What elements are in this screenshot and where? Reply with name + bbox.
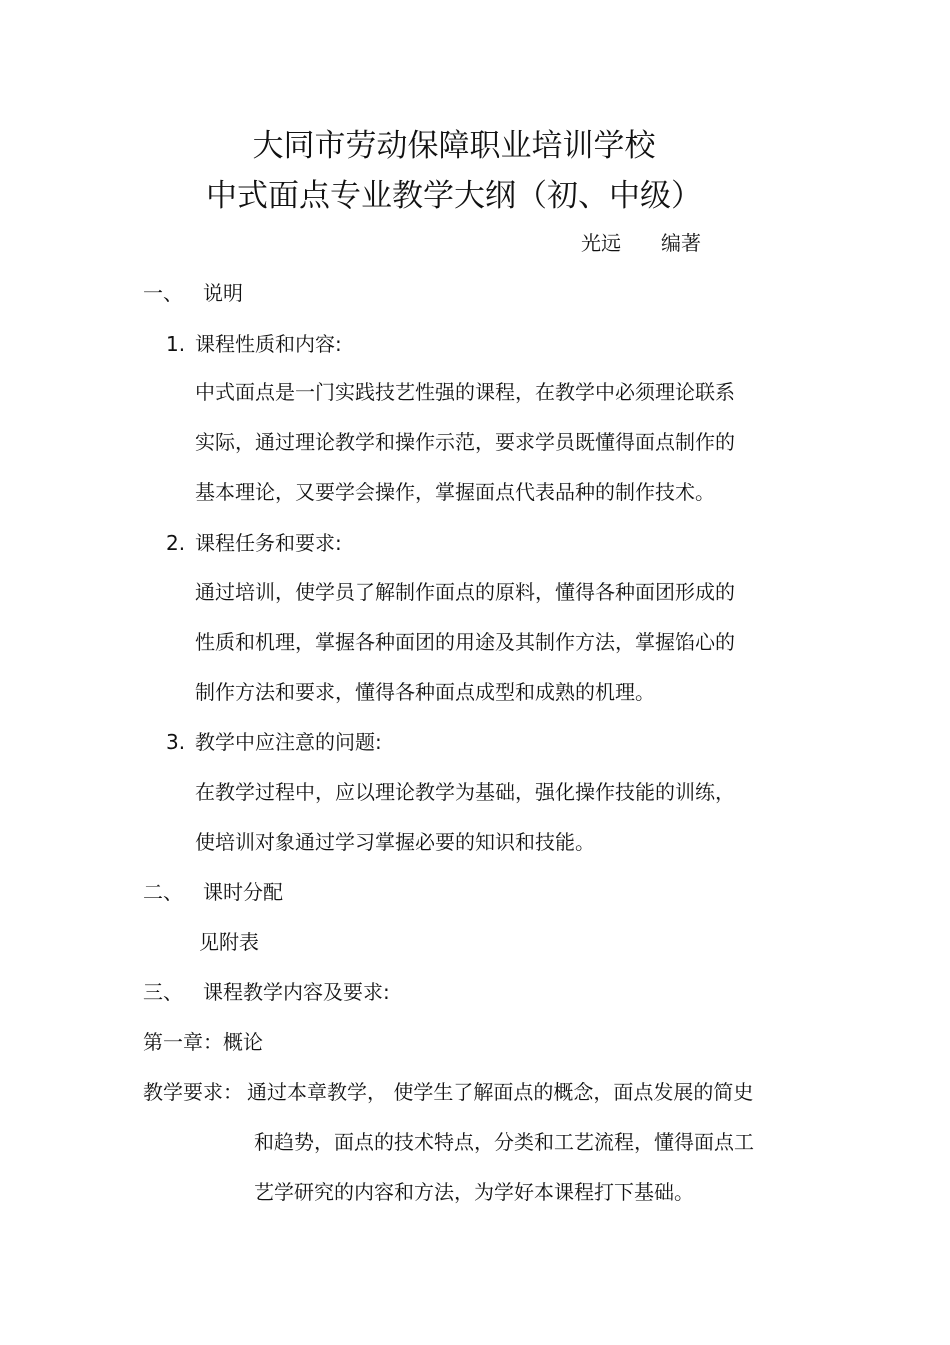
item1-line2: 实际，通过理论教学和操作示范，要求学员既懂得面点制作的 bbox=[195, 430, 735, 454]
item3-title: 教学中应注意的问题: bbox=[195, 730, 382, 754]
item2-number: 2. bbox=[166, 531, 186, 555]
section3-number: 三、 bbox=[143, 980, 183, 1004]
item3-line2: 使培训对象通过学习掌握必要的知识和技能。 bbox=[195, 830, 595, 854]
section1-heading: 说明 bbox=[203, 281, 243, 305]
item2-line3: 制作方法和要求，懂得各种面点成型和成熟的机理。 bbox=[195, 680, 655, 704]
item1-line1: 中式面点是一门实践技艺性强的课程，在教学中必须理论联系 bbox=[195, 380, 735, 404]
item1-line3: 基本理论，又要学会操作，掌握面点代表品种的制作技术。 bbox=[195, 480, 715, 504]
section2-body: 见附表 bbox=[199, 930, 259, 954]
item3-number: 3. bbox=[166, 730, 186, 754]
item1-number: 1. bbox=[166, 332, 186, 356]
item1-title: 课程性质和内容: bbox=[195, 332, 342, 356]
section2-number: 二、 bbox=[143, 880, 183, 904]
section2-heading: 课时分配 bbox=[203, 880, 283, 904]
document-title-school: 大同市劳动保障职业培训学校 bbox=[252, 128, 656, 164]
document-title-syllabus: 中式面点专业教学大纲（初、中级） bbox=[206, 178, 702, 214]
item2-line2: 性质和机理，掌握各种面团的用途及其制作方法，掌握馅心的 bbox=[195, 630, 735, 654]
chapter1-requirements-label: 教学要求： bbox=[143, 1080, 243, 1104]
chapter1-title: 第一章：概论 bbox=[143, 1030, 263, 1054]
section1-number: 一、 bbox=[143, 281, 183, 305]
item3-line1: 在教学过程中，应以理论教学为基础，强化操作技能的训练， bbox=[195, 780, 735, 804]
author-name: 光远 bbox=[581, 231, 621, 255]
section3-heading: 课程教学内容及要求: bbox=[203, 980, 390, 1004]
item2-line1: 通过培训，使学员了解制作面点的原料，懂得各种面团形成的 bbox=[195, 580, 735, 604]
chapter1-requirements-line2: 和趋势，面点的技术特点，分类和工艺流程，懂得面点工 bbox=[254, 1130, 754, 1154]
chapter1-requirements-line3: 艺学研究的内容和方法，为学好本课程打下基础。 bbox=[254, 1180, 694, 1204]
item2-title: 课程任务和要求: bbox=[195, 531, 342, 555]
author-role: 编著 bbox=[661, 231, 701, 255]
chapter1-requirements-line1: 通过本章教学， 使学生了解面点的概念，面点发展的简史 bbox=[247, 1080, 754, 1104]
